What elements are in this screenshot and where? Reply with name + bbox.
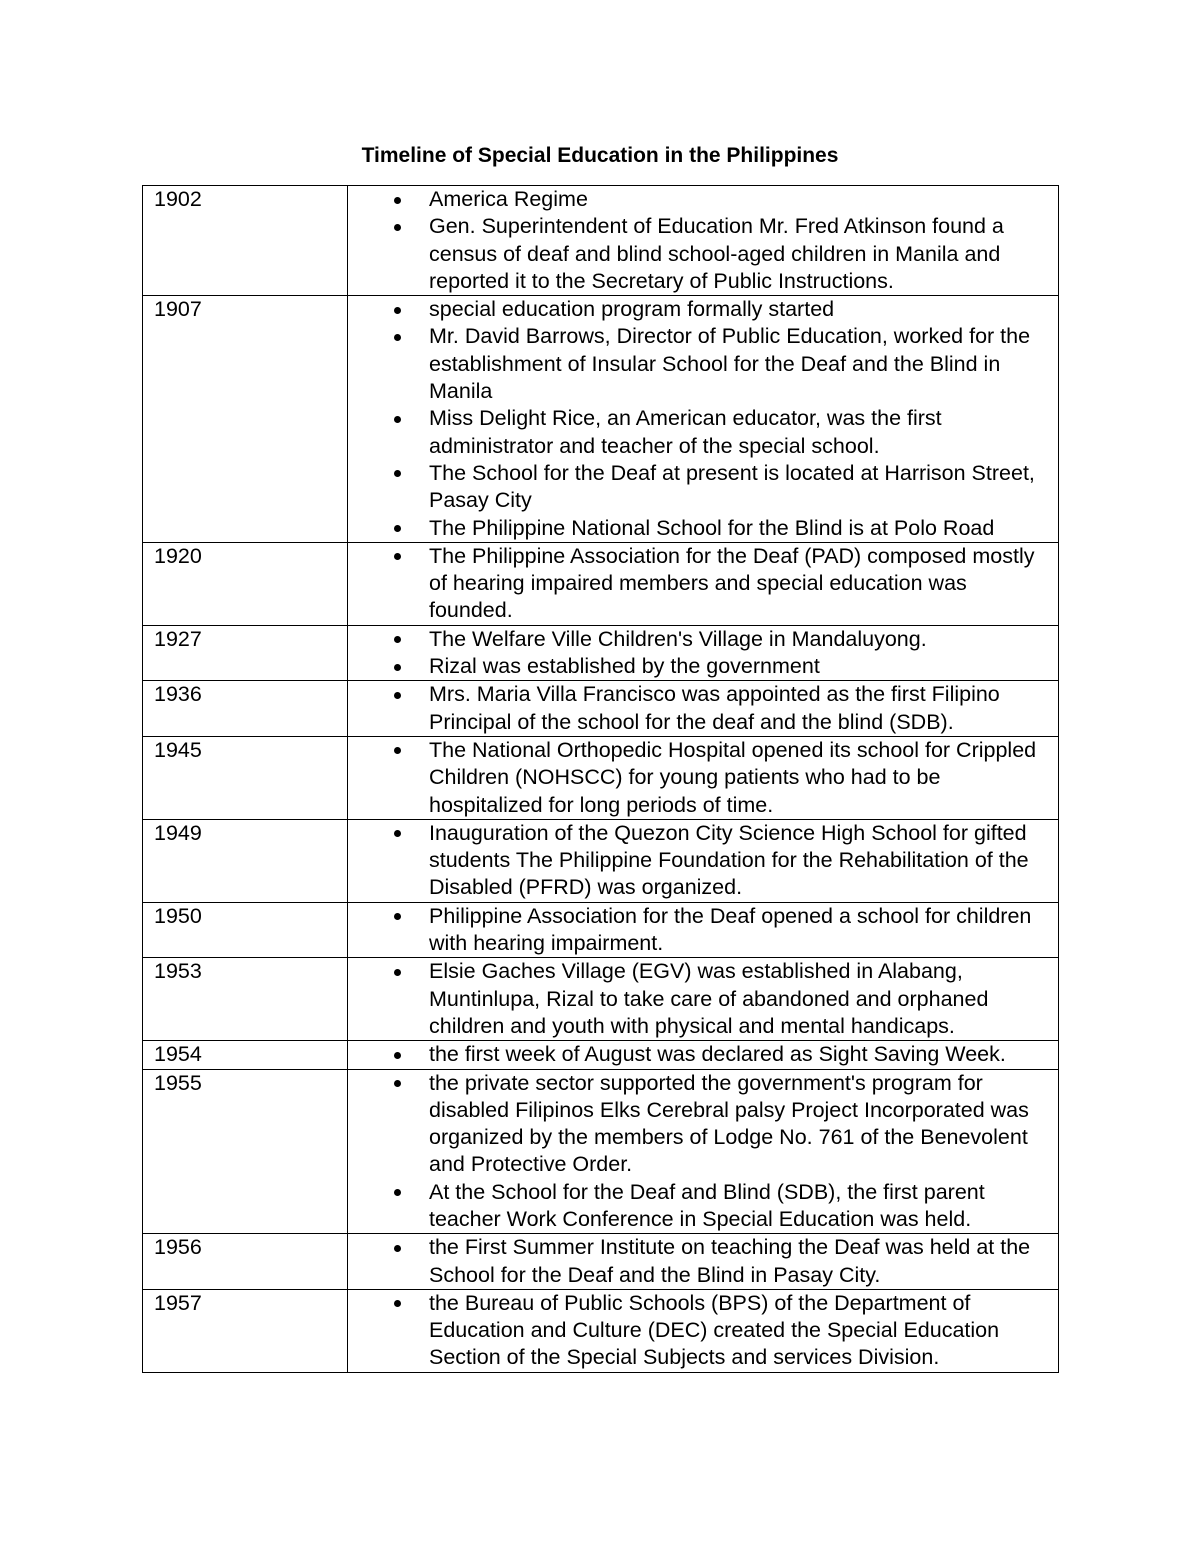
- year-cell: 1955: [143, 1069, 348, 1234]
- event-item: Elsie Gaches Village (EGV) was established in Alabang, Muntinlupa, Rizal to take care of abandoned and orphaned children and youth with physical and mental handicaps.: [348, 958, 1058, 1040]
- events-cell: [348, 625, 1059, 681]
- event-list: [348, 958, 1058, 1040]
- events-cell: [348, 296, 1059, 543]
- event-item: special education program formally started: [348, 296, 1058, 323]
- timeline-row: [143, 1289, 1059, 1372]
- events-cell: [348, 186, 1059, 296]
- year-cell: 1927: [143, 625, 348, 681]
- event-list: [348, 1290, 1058, 1372]
- year-cell: 1950: [143, 902, 348, 958]
- year-cell: 1945: [143, 736, 348, 819]
- event-item: Miss Delight Rice, an American educator, was the first administrator and teacher of the special school.: [348, 405, 1058, 460]
- event-list: [348, 1070, 1058, 1234]
- events-cell: [348, 1289, 1059, 1372]
- timeline-body: [143, 186, 1059, 1373]
- events-cell: [348, 681, 1059, 737]
- event-list: [348, 186, 1058, 295]
- event-item: the private sector supported the government's program for disabled Filipinos Elks Cerebral palsy Project Incorporated was organized by the members of Lodge No. 761 of the Benevolent and Protective Order.: [348, 1070, 1058, 1179]
- event-item: Mr. David Barrows, Director of Public Education, worked for the establishment of Insular School for the Deaf and the Blind in Manila: [348, 323, 1058, 405]
- timeline-table: [142, 185, 1059, 1373]
- timeline-row: [143, 296, 1059, 543]
- timeline-row: [143, 819, 1059, 902]
- timeline-row: [143, 681, 1059, 737]
- events-cell: [348, 542, 1059, 625]
- timeline-row: [143, 1069, 1059, 1234]
- event-list: [348, 1041, 1058, 1068]
- timeline-row: [143, 186, 1059, 296]
- timeline-row: [143, 958, 1059, 1041]
- timeline-row: [143, 625, 1059, 681]
- event-list: [348, 737, 1058, 819]
- event-list: [348, 296, 1058, 542]
- event-list: [348, 820, 1058, 902]
- events-cell: [348, 736, 1059, 819]
- event-item: the first week of August was declared as Sight Saving Week.: [348, 1041, 1058, 1068]
- events-cell: [348, 1069, 1059, 1234]
- event-item: the Bureau of Public Schools (BPS) of the Department of Education and Culture (DEC) created the Special Education Section of the Special Subjects and services Division.: [348, 1290, 1058, 1372]
- events-cell: [348, 902, 1059, 958]
- event-item: The School for the Deaf at present is located at Harrison Street, Pasay City: [348, 460, 1058, 515]
- events-cell: [348, 958, 1059, 1041]
- events-cell: [348, 1041, 1059, 1069]
- year-cell: 1920: [143, 542, 348, 625]
- timeline-row: [143, 736, 1059, 819]
- event-item: The Philippine Association for the Deaf (PAD) composed mostly of hearing impaired members and special education was founded.: [348, 543, 1058, 625]
- year-cell: 1953: [143, 958, 348, 1041]
- event-item: Rizal was established by the government: [348, 653, 1058, 680]
- event-item: Gen. Superintendent of Education Mr. Fred Atkinson found a census of deaf and blind school-aged children in Manila and reported it to the Secretary of Public Instructions.: [348, 213, 1058, 295]
- event-item: America Regime: [348, 186, 1058, 213]
- event-list: [348, 681, 1058, 736]
- event-item: The Philippine National School for the Blind is at Polo Road: [348, 515, 1058, 542]
- event-item: Philippine Association for the Deaf opened a school for children with hearing impairment.: [348, 903, 1058, 958]
- year-cell: 1907: [143, 296, 348, 543]
- event-item: Mrs. Maria Villa Francisco was appointed as the first Filipino Principal of the school for the deaf and the blind (SDB).: [348, 681, 1058, 736]
- event-list: [348, 543, 1058, 625]
- timeline-row: [143, 1041, 1059, 1069]
- event-item: the First Summer Institute on teaching the Deaf was held at the School for the Deaf and the Blind in Pasay City.: [348, 1234, 1058, 1289]
- year-cell: 1949: [143, 819, 348, 902]
- timeline-row: [143, 542, 1059, 625]
- event-item: The Welfare Ville Children's Village in Mandaluyong.: [348, 626, 1058, 653]
- event-list: [348, 626, 1058, 681]
- event-list: [348, 1234, 1058, 1289]
- year-cell: 1956: [143, 1234, 348, 1290]
- year-cell: 1957: [143, 1289, 348, 1372]
- year-cell: 1902: [143, 186, 348, 296]
- document-title: Timeline of Special Education in the Philippines: [361, 144, 839, 167]
- timeline-row: [143, 902, 1059, 958]
- event-item: The National Orthopedic Hospital opened its school for Crippled Children (NOHSCC) for young patients who had to be hospitalized for long periods of time.: [348, 737, 1058, 819]
- event-item: At the School for the Deaf and Blind (SDB), the first parent teacher Work Conference in Special Education was held.: [348, 1179, 1058, 1234]
- year-cell: 1936: [143, 681, 348, 737]
- event-list: [348, 903, 1058, 958]
- events-cell: [348, 819, 1059, 902]
- event-item: Inauguration of the Quezon City Science High School for gifted students The Philippine Foundation for the Rehabilitation of the Disabled (PFRD) was organized.: [348, 820, 1058, 902]
- year-cell: 1954: [143, 1041, 348, 1069]
- events-cell: [348, 1234, 1059, 1290]
- timeline-row: [143, 1234, 1059, 1290]
